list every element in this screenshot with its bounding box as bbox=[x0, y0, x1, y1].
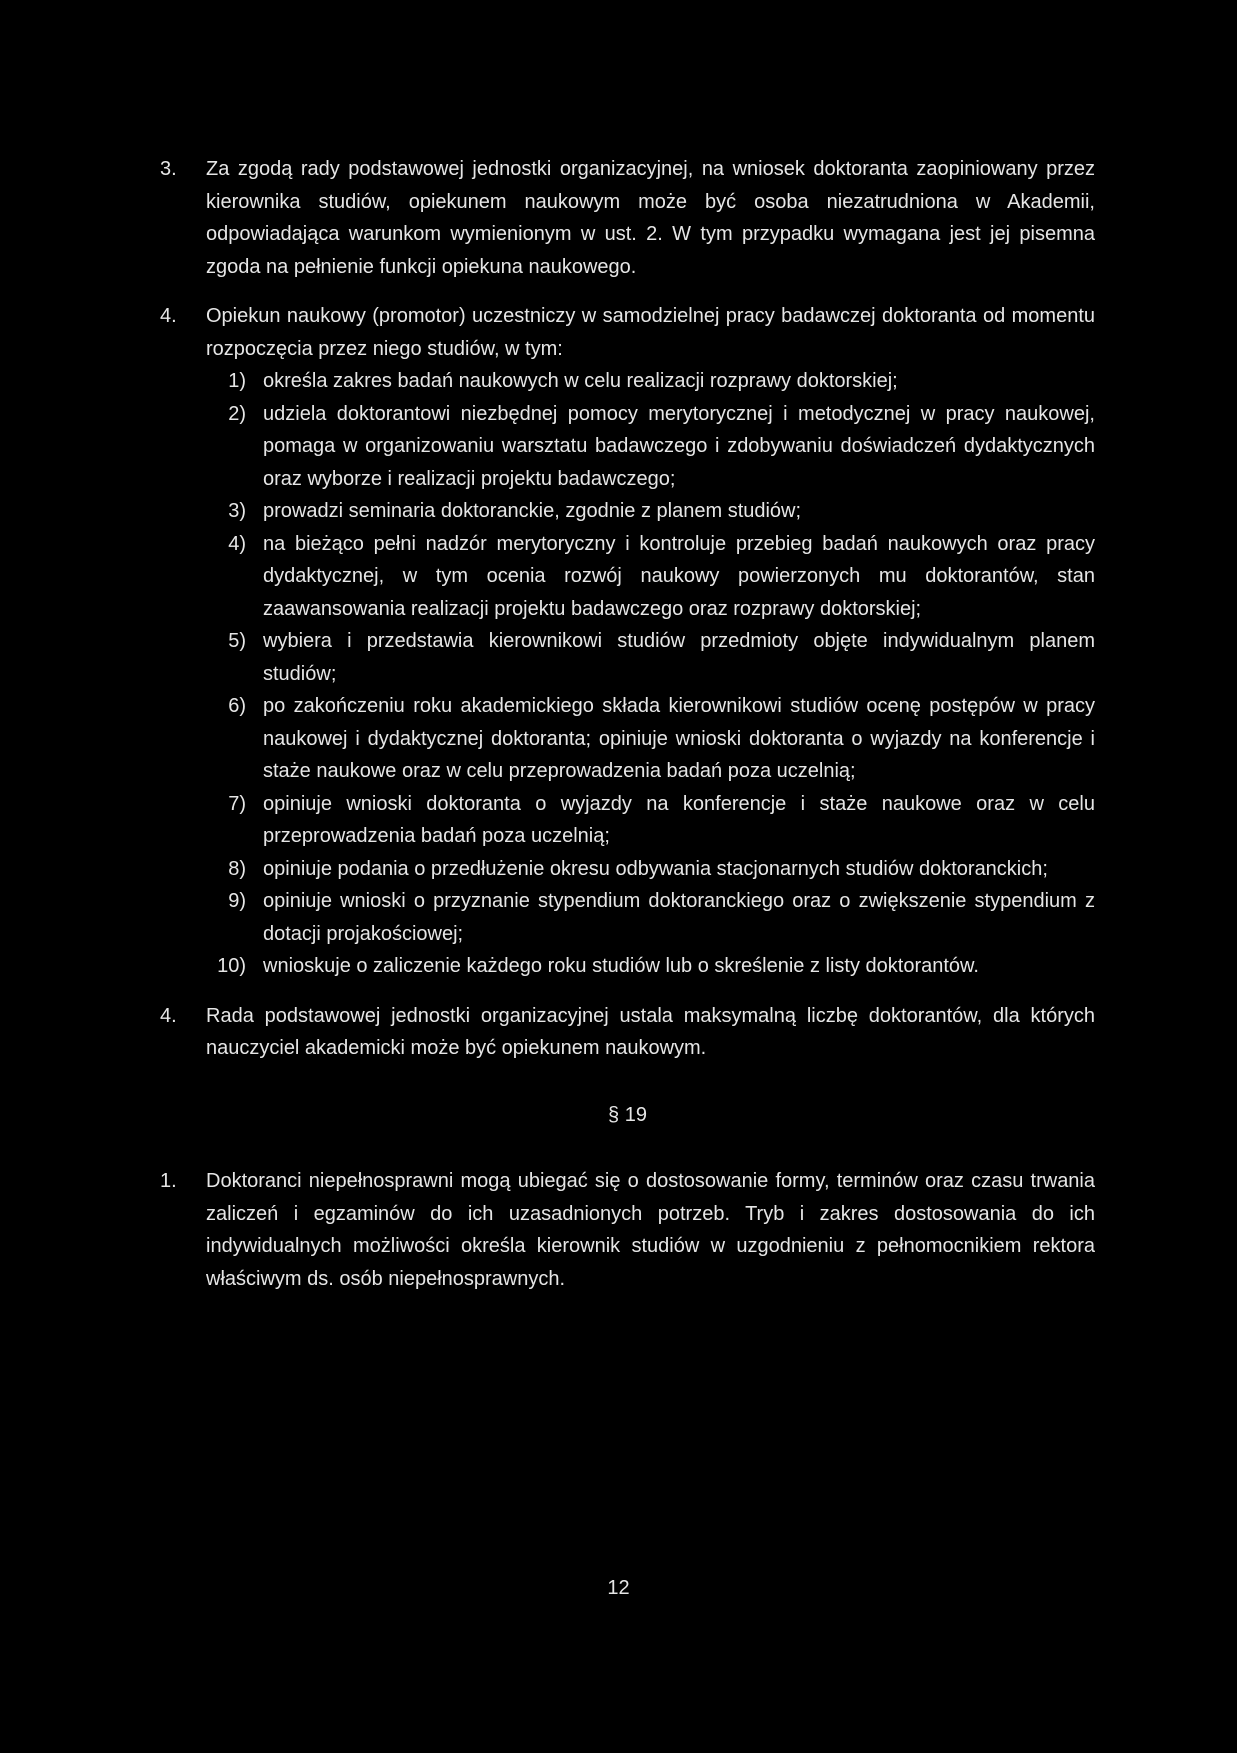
list-item-text: na bieżąco pełni nadzór merytoryczny i kontroluje przebieg badań naukowych oraz pracy dydaktycznej, w tym ocenia rozwój naukowy powierzonych mu doktorantów, stan zaawansowania realizacji projektu badawczego oraz rozprawy doktorskiej; bbox=[263, 532, 1095, 620]
page-number: 12 bbox=[607, 1577, 630, 1599]
list-item-9 bbox=[160, 885, 1095, 950]
paragraph-1 bbox=[160, 1165, 1095, 1295]
list-item-text: określa zakres badań naukowych w celu realizacji rozprawy doktorskiej; bbox=[263, 370, 898, 392]
list-item-2 bbox=[160, 398, 1095, 496]
list-item-number: 5) bbox=[228, 630, 246, 652]
list-item-number: 3) bbox=[228, 500, 246, 522]
paragraph-number: 4. bbox=[160, 305, 177, 327]
list-item-4 bbox=[160, 528, 1095, 626]
paragraph-text: Za zgodą rady podstawowej jednostki organizacyjnej, na wniosek doktoranta zaopiniowany przez kierownika studiów, opiekunem naukowym może być osoba niezatrudniona w Akademii, odpowiadająca warunkom wymienionym w ust. 2. W tym przypadku wymagana jest jej pisemna zgoda na pełnienie funkcji opiekuna naukowego. bbox=[206, 158, 1095, 278]
list-item-3 bbox=[160, 495, 1095, 528]
list-item-text: opiniuje podania o przedłużenie okresu odbywania stacjonarnych studiów doktoranckich; bbox=[263, 857, 1048, 880]
list-item-number: 7) bbox=[228, 792, 246, 815]
paragraph-text: Rada podstawowej jednostki organizacyjnej ustala maksymalną liczbę doktorantów, dla których nauczyciel akademicki może być opiekunem naukowym. bbox=[206, 1004, 1095, 1059]
list-item-6 bbox=[160, 690, 1095, 788]
paragraph-text: Opiekun naukowy (promotor) uczestniczy w samodzielnej pracy badawczej doktoranta od momentu rozpoczęcia przez niego studiów, w tym: bbox=[206, 305, 1095, 360]
paragraph-3 bbox=[160, 153, 1095, 283]
list-item-number: 9) bbox=[228, 890, 246, 912]
list-item-number: 1) bbox=[228, 370, 246, 392]
list-item-number: 6) bbox=[228, 695, 246, 717]
list-item-7 bbox=[160, 788, 1095, 853]
paragraph-number: 1. bbox=[160, 1170, 177, 1192]
list-item-text: po zakończeniu roku akademickiego składa kierownikowi studiów ocenę postępów w pracy naukowej i dydaktycznej doktoranta; opiniuje wnioski doktoranta o wyjazdy na konferencje i staże naukowe oraz w celu przeprowadzenia badań poza uczelnią; bbox=[263, 695, 1095, 782]
paragraph-text: Doktoranci niepełnosprawni mogą ubiegać się o dostosowanie formy, terminów oraz czasu trwania zaliczeń i egzaminów do ich uzasadnionych potrzeb. Tryb i zakres dostosowania do ich indywidualnych możliwości określa kierownik studiów w uzgodnieniu z pełnomocnikiem rektora właściwym ds. osób niepełnosprawnych. bbox=[206, 1170, 1095, 1290]
paragraph-4b bbox=[160, 1000, 1095, 1065]
section-heading: § 19 bbox=[608, 1103, 647, 1126]
list-item-number: 10) bbox=[217, 955, 246, 977]
list-item-text: opiniuje wnioski o przyznanie stypendium doktoranckiego oraz o zwiększenie stypendium z dotacji projakościowej; bbox=[263, 890, 1095, 945]
list-item-number: 8) bbox=[228, 857, 246, 880]
list-item-number: 4) bbox=[228, 532, 246, 555]
list-item-1 bbox=[160, 365, 1095, 398]
paragraph-number: 3. bbox=[160, 158, 177, 180]
list-item-text: wybiera i przedstawia kierownikowi studiów przedmioty objęte indywidualnym planem studiów; bbox=[263, 630, 1095, 685]
list-item-text: wnioskuje o zaliczenie każdego roku studiów lub o skreślenie z listy doktorantów. bbox=[263, 955, 979, 977]
list-item-10 bbox=[160, 950, 1095, 983]
page-content bbox=[160, 153, 1095, 1295]
list-item-5 bbox=[160, 625, 1095, 690]
paragraph-number: 4. bbox=[160, 1004, 177, 1027]
list-item-text: opiniuje wnioski doktoranta o wyjazdy na konferencje i staże naukowe oraz w celu przeprowadzenia badań poza uczelnią; bbox=[263, 792, 1095, 847]
list-item-text: udziela doktorantowi niezbędnej pomocy merytorycznej i metodycznej w pracy naukowej, pomaga w organizowaniu warsztatu badawczego i zdobywaniu doświadczeń dydaktycznych oraz wyborze i realizacji projektu badawczego; bbox=[263, 402, 1095, 490]
paragraph-4 bbox=[160, 300, 1095, 365]
list-item-text: prowadzi seminaria doktoranckie, zgodnie z planem studiów; bbox=[263, 500, 802, 522]
list-item-8 bbox=[160, 853, 1095, 886]
list-item-number: 2) bbox=[228, 402, 246, 425]
